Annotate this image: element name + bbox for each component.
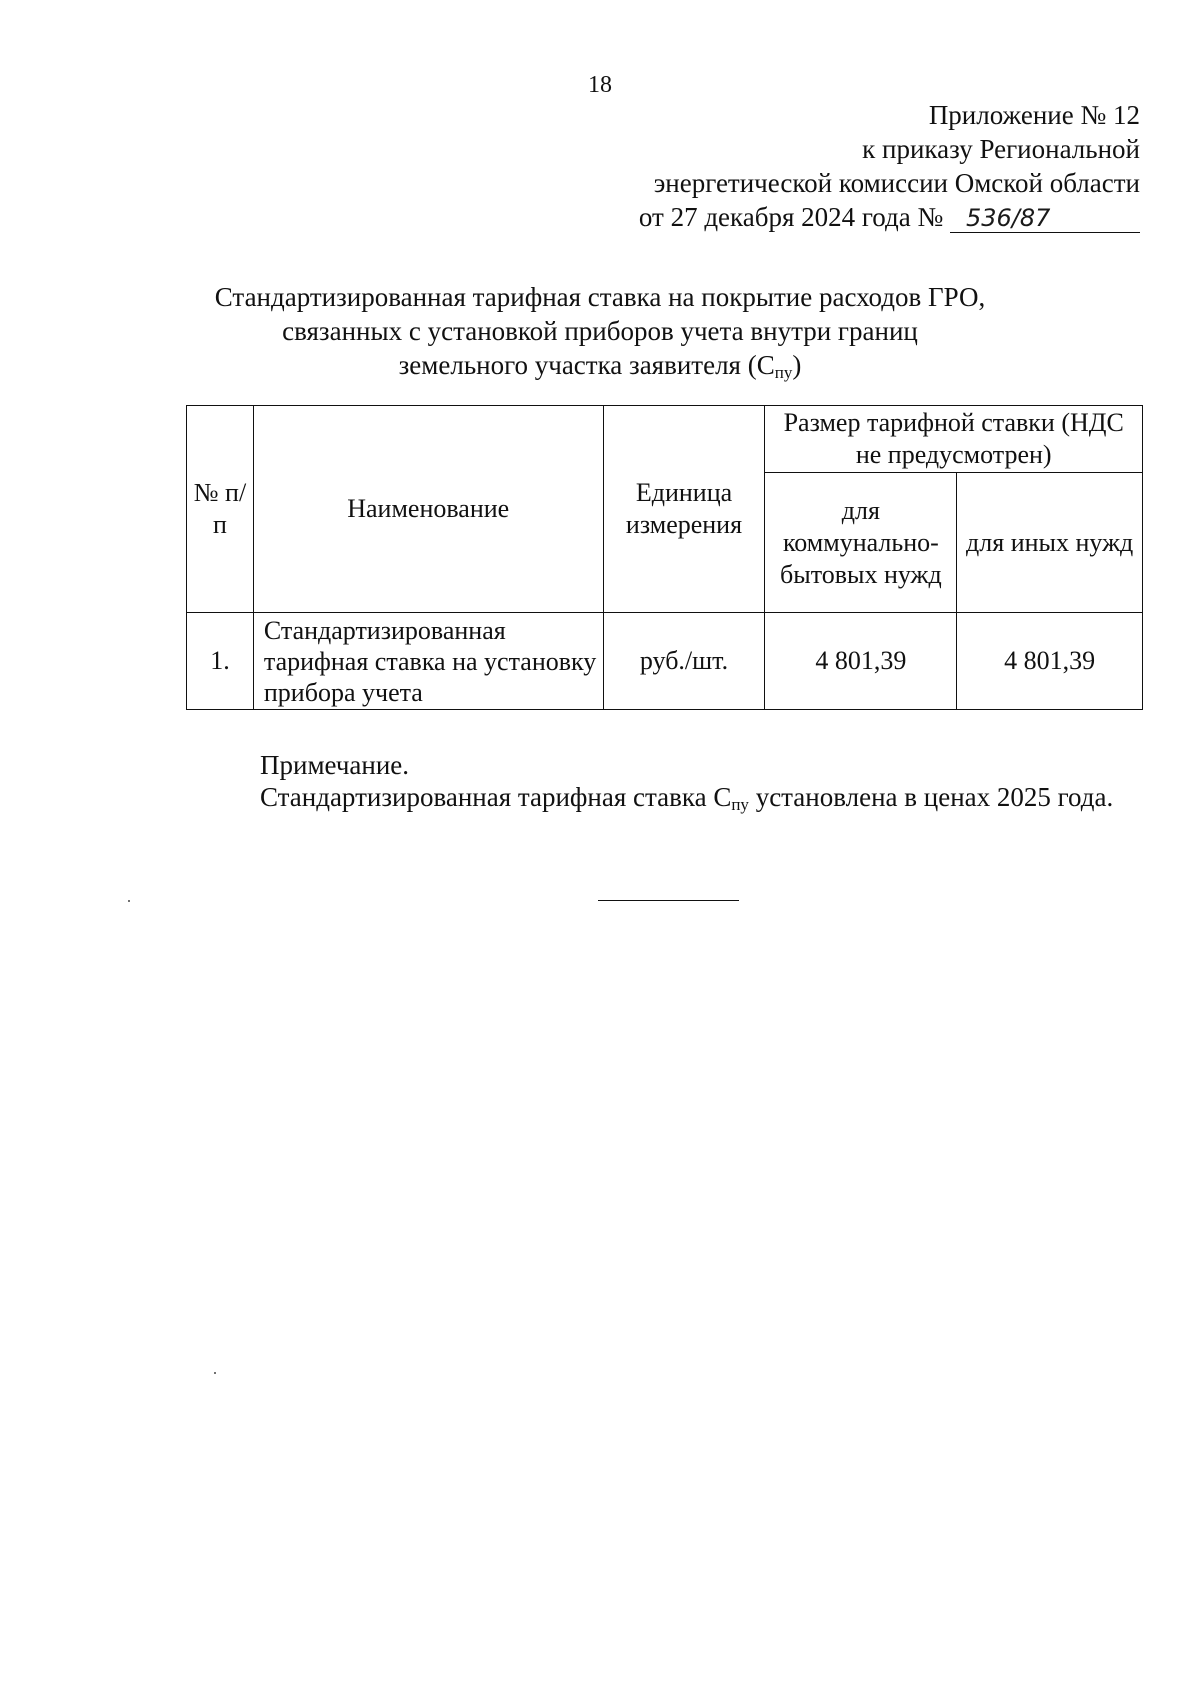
note-heading: Примечание.: [260, 750, 410, 780]
title-line-3: [0, 348, 1200, 390]
row-num: 1.: [187, 613, 254, 710]
note-subscript: пу: [731, 795, 749, 814]
row-other-rate: 4 801,39: [957, 613, 1143, 710]
header-rate-group: Размер тарифной ставки (НДС не предусмотрен): [765, 406, 1143, 473]
table-header-row: [187, 406, 1143, 473]
tariff-table: [186, 405, 1143, 710]
table-row: [187, 613, 1143, 710]
row-unit: руб./шт.: [603, 613, 765, 710]
appendix-header: [639, 98, 1140, 234]
header-num: № п/п: [187, 406, 254, 613]
document-title: [0, 280, 1200, 390]
scan-speck: [128, 900, 130, 902]
title-line-1: Стандартизированная тарифная ставка на покрытие расходов ГРО,: [214, 282, 986, 312]
note-text-end: установлена в ценах 2025 года.: [748, 782, 1114, 812]
header-unit: Единица измерения: [603, 406, 765, 613]
order-date: от 27 декабря 2024 года №: [638, 202, 944, 232]
note-text-start: Стандартизированная тарифная ставка С: [260, 782, 732, 812]
scan-speck: [214, 1372, 216, 1374]
order-number-handwritten: 536/87: [950, 204, 1140, 233]
appendix-line-3: энергетической комиссии Омской области: [653, 168, 1140, 198]
row-name: Стандартизированная тарифная ставка на установку прибора учета: [253, 613, 603, 710]
appendix-line-4: [639, 200, 1140, 234]
title-subscript: пу: [774, 363, 793, 382]
appendix-line-1: Приложение № 12: [928, 100, 1140, 130]
title-line-2: связанных с установкой приборов учета внутри границ: [282, 316, 918, 346]
header-household: для коммунально-бытовых нужд: [765, 473, 957, 613]
note-text: [186, 780, 1126, 822]
page-number: 18: [588, 72, 612, 98]
end-rule: [598, 900, 739, 901]
row-household-rate: 4 801,39: [765, 613, 957, 710]
title-line-3-text: земельного участка заявителя (С: [398, 350, 775, 380]
appendix-line-2: к приказу Региональной: [862, 134, 1140, 164]
header-other: для иных нужд: [957, 473, 1143, 613]
header-name: Наименование: [253, 406, 603, 613]
title-line-3-close: ): [792, 350, 802, 380]
